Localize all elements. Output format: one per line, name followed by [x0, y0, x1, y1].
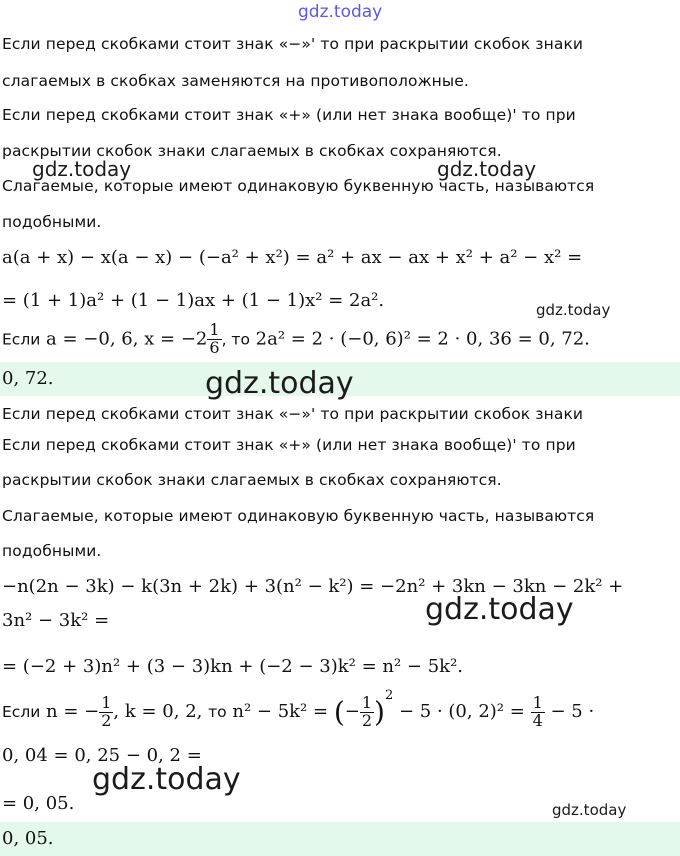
paren-exponent: 2	[384, 688, 394, 703]
expression-line-1: a(a + x) − x(a − x) − (−a² + x²) = a² + ax − ax + x² + a² − x² =	[2, 247, 583, 268]
substitution-prefix: Если	[2, 703, 41, 721]
like-terms-text: Слагаемые, которые имеют одинаковую буквенную часть, называются	[2, 507, 595, 525]
fraction-denominator: 2	[361, 710, 373, 730]
rule-plus-continuation: раскрытии скобок знаки слагаемых в скобках сохраняются.	[2, 471, 502, 489]
watermark: gdz.today	[437, 157, 537, 181]
substitution-prefix: Если	[2, 330, 41, 349]
watermark: gdz.today	[32, 157, 132, 181]
substitution-line	[2, 688, 594, 729]
like-terms-continuation: подобными.	[2, 542, 102, 560]
watermark: gdz.today	[205, 366, 354, 401]
substitution-then: , то	[221, 330, 250, 349]
fraction-one-half	[360, 692, 374, 730]
fraction-one-quarter	[531, 692, 545, 730]
continuation-line: 0, 04 = 0, 25 − 0, 2 =	[2, 745, 202, 766]
expression-line-1: −n(2n − 3k) − k(3n + 2k) + 3(n² − k²) = −2n² + 3kn − 3kn − 2k² +	[2, 576, 624, 597]
rule-plus-text: Если перед скобками стоит знак «+» (или нет знака вообще)' то при	[2, 436, 576, 454]
answer-box-2	[0, 822, 680, 856]
substitution-middle: − 5 · (0, 2)² =	[398, 701, 525, 722]
fraction-one-sixth	[207, 322, 221, 357]
substitution-then: то	[208, 703, 227, 721]
expression-line-3: = (−2 + 3)n² + (3 − 3)kn + (−2 − 3)k² = n² − 5k².	[2, 656, 464, 677]
fraction-numerator: 1	[209, 320, 220, 339]
substitution-n: n = −	[46, 701, 100, 722]
substitution-expression: n² − 5k² =	[232, 701, 329, 722]
answer-value: 0, 05.	[2, 828, 54, 849]
substitution-line	[2, 322, 590, 357]
like-terms-continuation: подобными.	[2, 213, 102, 231]
fraction-denominator: 4	[532, 710, 543, 730]
result-line: = 0, 05.	[2, 793, 75, 814]
paren-minus: −	[344, 701, 360, 722]
substitution-k: , k = 0, 2,	[113, 701, 203, 722]
paren-open: (	[333, 695, 345, 729]
rule-plus-text: Если перед скобками стоит знак «+» (или нет знака вообще)' то при	[2, 106, 576, 124]
substitution-values: a = −0, 6, x = −2	[46, 328, 208, 350]
rule-minus-text: Если перед скобками стоит знак «−»' то при раскрытии скобок знаки	[2, 35, 584, 53]
watermark-top: gdz.today	[298, 2, 383, 22]
expression-line-2: = (1 + 1)a² + (1 − 1)ax + (1 − 1)x² = 2a².	[2, 290, 385, 311]
paren-close: )	[374, 695, 385, 729]
watermark: gdz.today	[536, 301, 611, 319]
rule-minus-text: Если перед скобками стоит знак «−»' то при раскрытии скобок знаки	[2, 405, 584, 423]
fraction-one-half	[99, 692, 113, 730]
substitution-end: − 5 ·	[550, 701, 595, 722]
like-terms-text: Слагаемые, которые имеют одинаковую буквенную часть, называются	[2, 177, 595, 195]
watermark: gdz.today	[425, 592, 574, 627]
substitution-result: 2a² = 2 · (−0, 6)² = 2 · 0, 36 = 0, 72.	[255, 328, 590, 350]
fraction-numerator: 1	[361, 692, 373, 712]
fraction-denominator: 2	[101, 710, 112, 730]
fraction-numerator: 1	[532, 692, 543, 712]
fraction-numerator: 1	[101, 692, 112, 712]
watermark: gdz.today	[552, 801, 627, 819]
fraction-denominator: 6	[209, 337, 220, 357]
rule-plus-continuation: раскрытии скобок знаки слагаемых в скобках сохраняются.	[2, 142, 502, 160]
watermark: gdz.today	[92, 762, 241, 797]
expression-line-2: 3n² − 3k² =	[2, 610, 110, 631]
rule-minus-continuation: слагаемых в скобках заменяются на противоположные.	[2, 72, 469, 90]
answer-value: 0, 72.	[2, 368, 54, 389]
